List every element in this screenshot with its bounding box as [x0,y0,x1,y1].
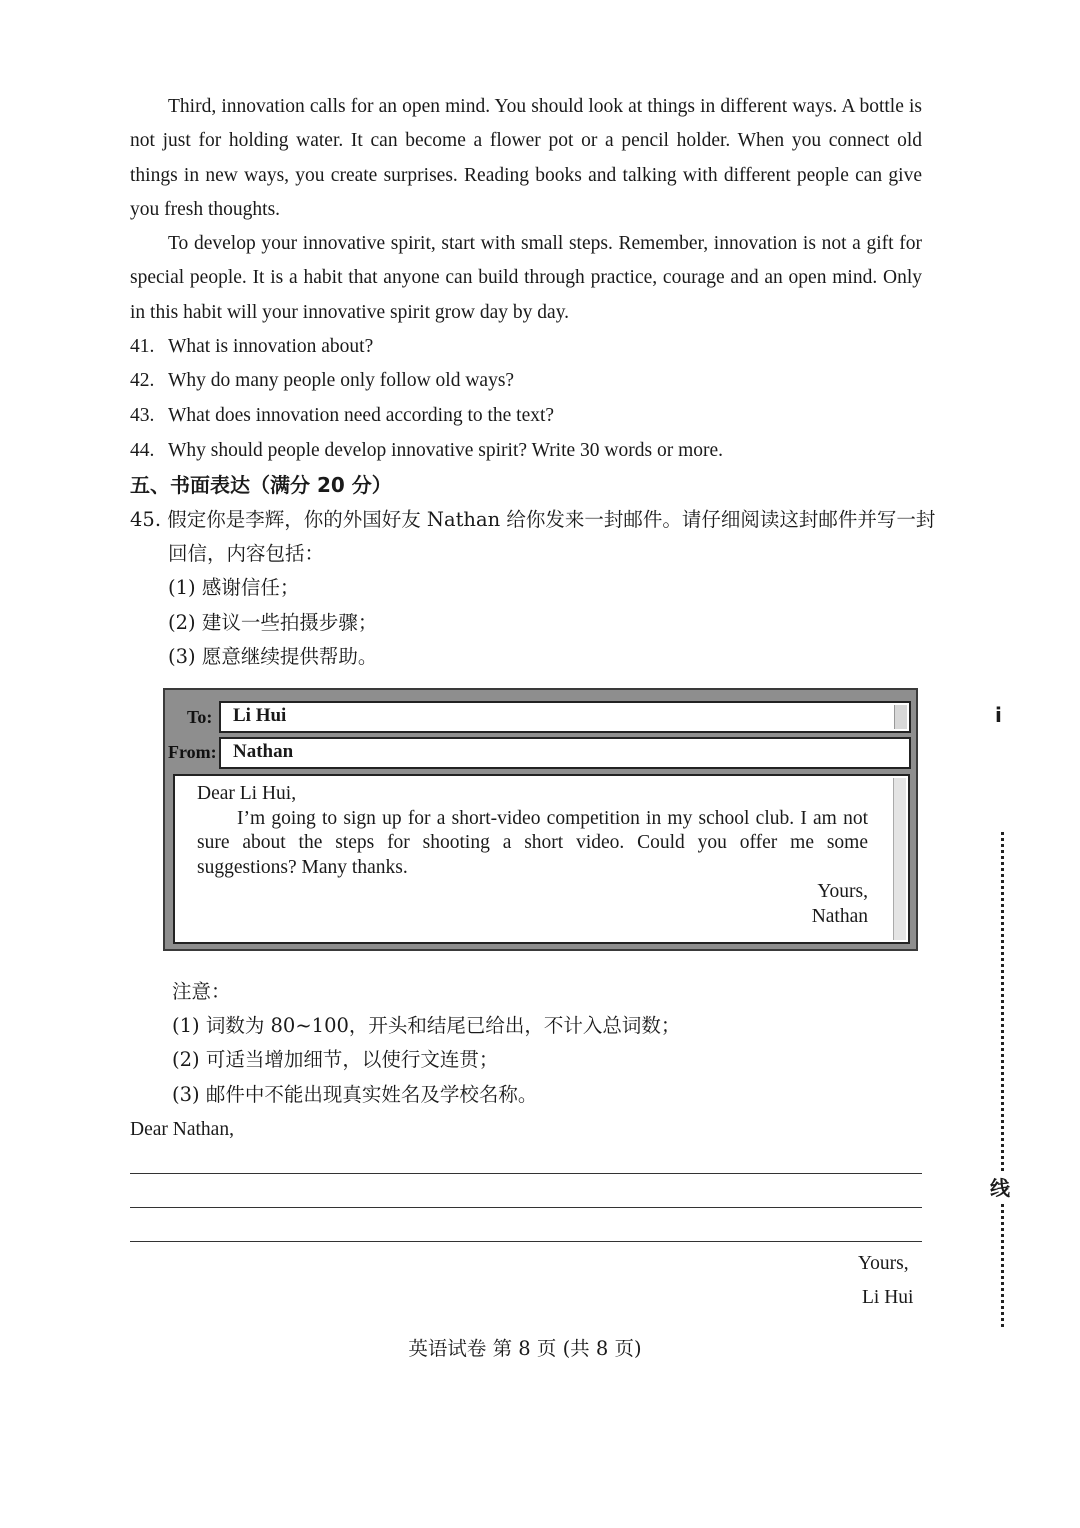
question-number: 42. [130,370,155,391]
answer-line-1[interactable] [130,1173,922,1174]
margin-mark-top: i [995,703,1002,727]
answer-line-2[interactable] [130,1207,922,1208]
to-label: To: [187,707,213,727]
writing-task-line-1: 45. 假定你是李辉，你的外国好友 Nathan 给你发来一封邮件。请仔细阅读这封邮件并写一封 [130,508,936,531]
margin-line-label: 线 [990,1172,1010,1201]
writing-point-3: (3) 愿意继续提供帮助。 [168,645,378,668]
question-44 [130,438,723,464]
question-number: 44. [130,440,155,461]
passage-paragraph-3: Third, innovation calls for an open mind. You should look at things in different ways. A bottle is not just for holding water. It can become a flower pot or a pencil holder. When you connect old things in new ways, you create surprises. Reading books and talking with different people can give you fresh thoughts. [130,96,922,221]
email-window [163,688,918,951]
question-41 [130,334,373,360]
question-text: What does innovation need according to the text? [168,405,555,426]
binding-dotted-line [1001,832,1004,1327]
question-text: Why should people develop innovative spirit? Write 30 words or more. [168,440,724,461]
writing-section-title: 五、书面表达（满分 20 分） [130,473,392,497]
writing-point-1: (1) 感谢信任； [168,576,300,599]
question-text: What is innovation about? [168,336,374,357]
writing-point-2: (2) 建议一些拍摄步骤； [168,611,378,634]
answer-line-3[interactable] [130,1241,922,1242]
question-text: Why do many people only follow old ways? [168,370,515,391]
email-closing: Yours, [817,881,868,902]
email-greeting: Dear Li Hui, [197,783,297,804]
email-body-scrollbar [893,778,906,940]
page-footer: 英语试卷 第 8 页 (共 8 页) [408,1337,642,1360]
from-label: From: [168,742,217,762]
notes-title: 注意： [172,980,231,1003]
email-body-text: I’m going to sign up for a short-video competition in my school club. I am not sure about the steps for shooting a short video. Could you offer me some suggestions? Many thanks. [197,807,868,878]
answer-closing: Yours, [858,1253,909,1274]
to-field [219,701,911,733]
question-42 [130,368,514,394]
note-2: (2) 可适当增加细节，以使行文连贯； [172,1048,499,1071]
answer-signature: Li Hui [862,1287,914,1308]
note-3: (3) 邮件中不能出现真实姓名及学校名称。 [172,1083,538,1106]
to-field-scrollbar [894,705,907,729]
question-43 [130,403,554,429]
writing-task-line-2: 回信，内容包括： [168,542,325,565]
note-1: (1) 词数为 80~100，开头和结尾已给出，不计入总词数； [172,1014,681,1037]
answer-greeting: Dear Nathan, [130,1119,234,1140]
email-signature: Nathan [811,905,868,927]
to-value: Li Hui [233,705,287,726]
from-value: Nathan [233,741,294,762]
question-number: 41. [130,336,155,357]
email-body [173,774,910,944]
from-field [219,737,911,769]
passage-paragraph-4: To develop your innovative spirit, start with small steps. Remember, innovation is not a gift for special people. It is a habit that anyone can build through practice, courage and an open mind. Only in this habit will your innovative spirit grow day by day. [130,233,922,323]
question-number: 43. [130,405,155,426]
